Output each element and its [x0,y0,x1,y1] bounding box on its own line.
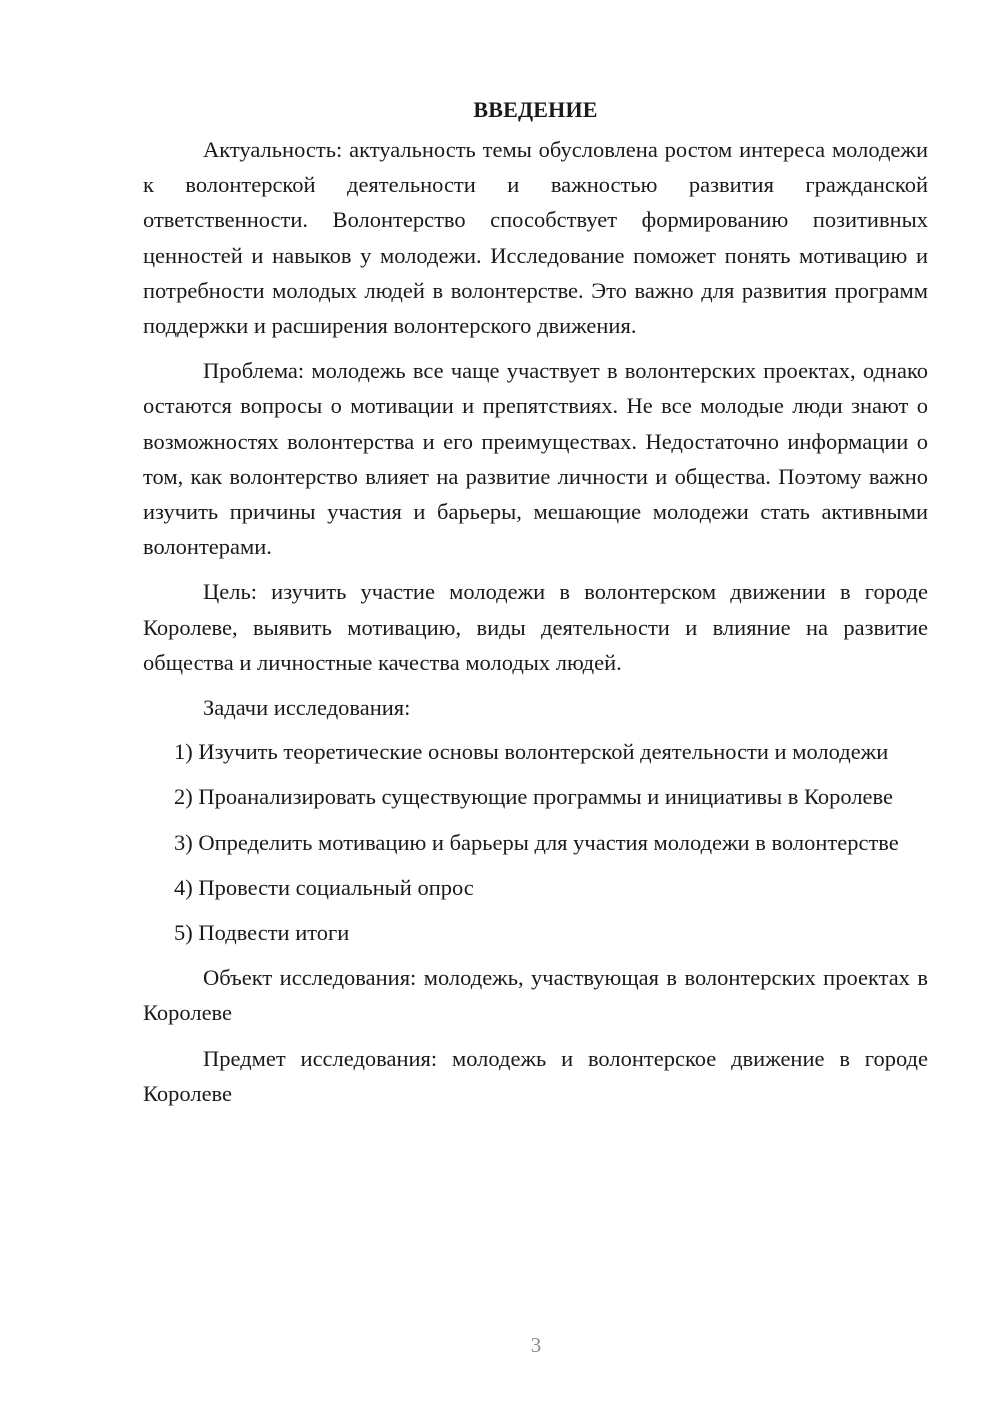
task-item-3: 3) Определить мотивацию и барьеры для участия молодежи в волонтерстве [174,829,899,855]
goal-paragraph: Цель: изучить участие молодежи в волонтерском движении в городе Королеве, выявить мотивацию, виды деятельности и влияние на развитие общества и личностные качества молодых людей. [143,579,928,675]
section-heading: ВВЕДЕНИЕ [473,97,598,122]
object-paragraph: Объект исследования: молодежь, участвующая в волонтерских проектах в Королеве [143,965,928,1026]
task-item-2: 2) Проанализировать существующие программы и инициативы в Королеве [174,784,894,810]
document-page [143,92,928,1121]
subject-paragraph: Предмет исследования: молодежь и волонтерское движение в городе Королеве [143,1045,928,1106]
tasks-title: Задачи исследования: [203,695,411,721]
problem-paragraph: Проблема: молодежь все чаще участвует в волонтерских проектах, однако остаются вопросы о мотивации и препятствиях. Не все молодые люди знают о возможностях волонтерства и его преимуществах. Недостаточно информации о том, как волонтерство влияет на развитие личности и общества. Поэтому важно изучить причины участия и барьеры, мешающие молодежи стать активными волонтерами. [143,358,928,560]
task-item-5: 5) Подвести итоги [174,920,350,946]
tasks-list [143,734,928,950]
relevance-paragraph: Актуальность: актуальность темы обусловлена ростом интереса молодежи к волонтерской деятельности и важностью развития гражданской ответственности. Волонтерство способствует формированию позитивных ценностей и навыков у молодежи. Исследование поможет понять мотивацию и потребности молодых людей в волонтерстве. Это важно для развития программ поддержки и расширения волонтерского движения. [143,137,928,339]
page-number: 3 [530,1333,542,1357]
task-item-1: 1) Изучить теоретические основы волонтерской деятельности и молодежи [174,739,889,765]
task-item-4: 4) Провести социальный опрос [174,874,474,900]
